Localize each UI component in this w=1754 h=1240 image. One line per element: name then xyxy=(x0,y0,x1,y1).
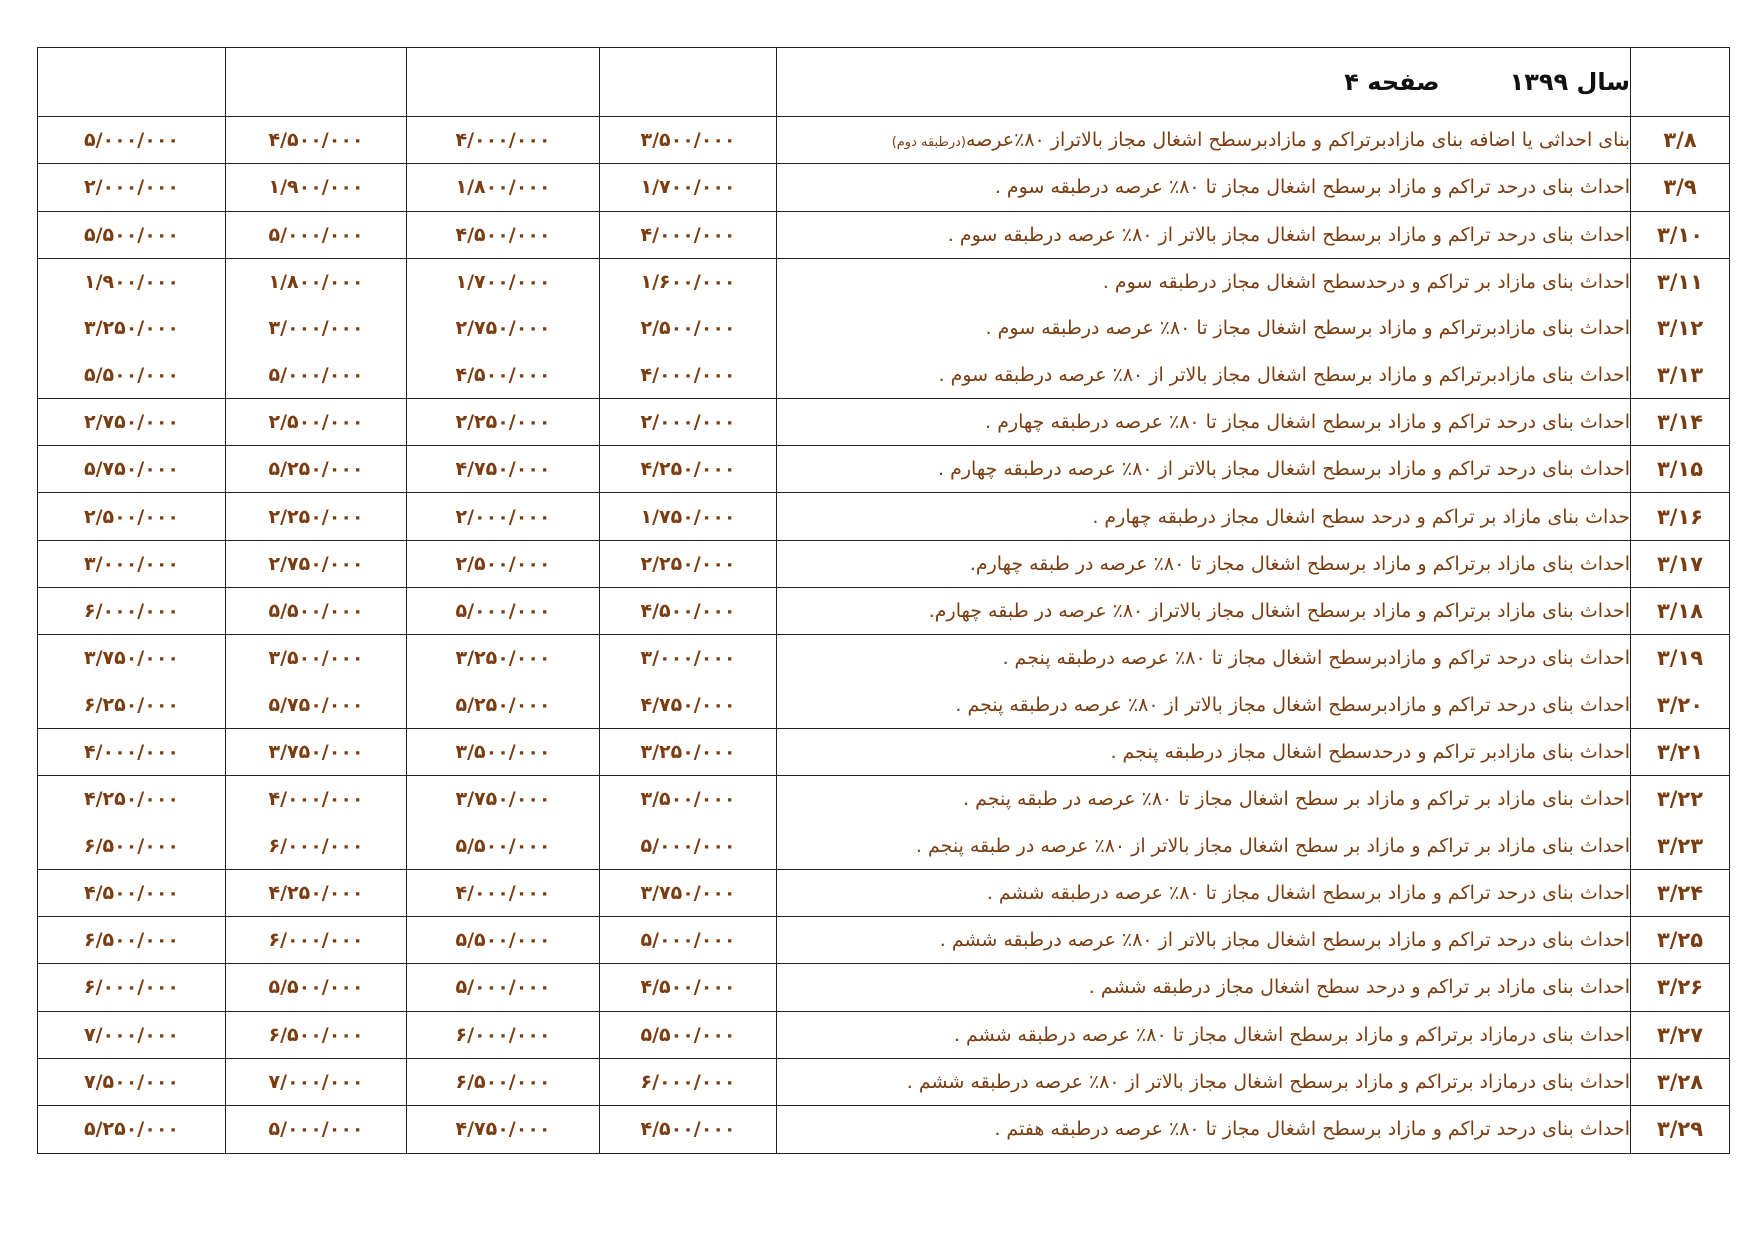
price-cell-col4: ۶/۰۰۰/۰۰۰ xyxy=(600,1058,777,1105)
table-row xyxy=(38,869,1730,916)
price-cell-col3: ۶/۰۰۰/۰۰۰ xyxy=(407,1011,600,1058)
table-row xyxy=(38,164,1730,211)
description-cell xyxy=(777,1058,1631,1105)
price-cell-col3: ۴/۷۵۰/۰۰۰ xyxy=(407,446,600,493)
header-cell-empty xyxy=(1631,48,1730,117)
price-cell-col1: ۵/۷۵۰/۰۰۰ xyxy=(38,446,226,493)
description-text: احداث بنای مازادبر تراکم و درحدسطح اشغال مجاز درطبقه پنجم . xyxy=(1110,741,1630,763)
table-row xyxy=(38,351,1730,398)
price-cell-col2: ۳/۷۵۰/۰۰۰ xyxy=(226,728,407,775)
price-cell-col4: ۲/۵۰۰/۰۰۰ xyxy=(600,305,777,351)
price-cell-col1: ۵/۵۰۰/۰۰۰ xyxy=(38,211,226,258)
price-cell-col1: ۴/۰۰۰/۰۰۰ xyxy=(38,728,226,775)
price-cell-col3: ۶/۵۰۰/۰۰۰ xyxy=(407,1058,600,1105)
table-row xyxy=(38,1011,1730,1058)
price-cell-col3: ۵/۵۰۰/۰۰۰ xyxy=(407,917,600,964)
price-cell-col2: ۴/۰۰۰/۰۰۰ xyxy=(226,776,407,823)
description-cell xyxy=(777,351,1631,398)
description-cell xyxy=(777,822,1631,869)
item-code-cell: ۳/۲۳ xyxy=(1631,822,1730,869)
price-cell-col2: ۳/۰۰۰/۰۰۰ xyxy=(226,305,407,351)
price-cell-col4: ۲/۲۵۰/۰۰۰ xyxy=(600,540,777,587)
header-cell-empty xyxy=(407,48,600,117)
price-cell-col4: ۴/۰۰۰/۰۰۰ xyxy=(600,211,777,258)
header-cell-empty xyxy=(38,48,226,117)
description-text: احداث بنای درحد تراکم و مازاد برسطح اشغال مجاز بالاتر از ۸۰٪ عرصه درطبقه ششم . xyxy=(939,929,1630,952)
description-text: حداث بنای مازاد بر تراکم و درحد سطح اشغال مجاز درطبقه چهارم . xyxy=(1092,505,1630,528)
description-cell xyxy=(777,635,1631,682)
description-text: احداث بنای درحد تراکم و مازاد برسطح اشغال مجاز بالاتر از ۸۰٪ عرصه درطبقه سوم . xyxy=(947,223,1630,246)
table-row xyxy=(38,117,1730,164)
price-cell-col4: ۳/۷۵۰/۰۰۰ xyxy=(600,869,777,916)
item-code-cell: ۳/۱۴ xyxy=(1631,398,1730,445)
price-cell-col2: ۱/۸۰۰/۰۰۰ xyxy=(226,258,407,305)
description-cell xyxy=(777,540,1631,587)
item-code-cell: ۳/۲۵ xyxy=(1631,917,1730,964)
item-code-cell: ۳/۲۱ xyxy=(1631,728,1730,775)
item-code-cell: ۳/۲۸ xyxy=(1631,1058,1730,1105)
price-cell-col2: ۲/۷۵۰/۰۰۰ xyxy=(226,540,407,587)
header-cell-empty xyxy=(226,48,407,117)
price-cell-col1: ۱/۹۰۰/۰۰۰ xyxy=(38,258,226,305)
price-cell-col3: ۳/۵۰۰/۰۰۰ xyxy=(407,728,600,775)
table-row xyxy=(38,1106,1730,1153)
price-cell-col1: ۳/۲۵۰/۰۰۰ xyxy=(38,305,226,351)
price-cell-col1: ۴/۵۰۰/۰۰۰ xyxy=(38,869,226,916)
header-cell-empty xyxy=(600,48,777,117)
description-text: بنای احداثی یا اضافه بنای مازادبرتراکم و مازادبرسطح اشغال مجاز بالاتراز ۸۰٪عرصه xyxy=(965,129,1630,152)
description-cell xyxy=(777,211,1631,258)
item-code-cell: ۳/۱۰ xyxy=(1631,211,1730,258)
price-cell-col4: ۲/۰۰۰/۰۰۰ xyxy=(600,398,777,445)
description-cell xyxy=(777,917,1631,964)
description-text: احداث بنای درحد تراکم و مازاد برسطح اشغال مجاز تا ۸۰٪ عرصه درطبقه سوم . xyxy=(994,176,1630,199)
table-row xyxy=(38,776,1730,823)
description-cell xyxy=(777,776,1631,823)
item-code-cell: ۳/۲۴ xyxy=(1631,869,1730,916)
price-cell-col3: ۳/۲۵۰/۰۰۰ xyxy=(407,635,600,682)
price-cell-col2: ۲/۲۵۰/۰۰۰ xyxy=(226,493,407,540)
price-cell-col2: ۷/۰۰۰/۰۰۰ xyxy=(226,1058,407,1105)
description-text: احداث بنای مازاد بر تراکم و مازاد بر سطح اشغال مجاز تا ۸۰٪ عرصه در طبقه پنجم . xyxy=(963,788,1630,811)
header-row xyxy=(38,48,1730,117)
price-cell-col2: ۶/۵۰۰/۰۰۰ xyxy=(226,1011,407,1058)
price-cell-col2: ۵/۰۰۰/۰۰۰ xyxy=(226,351,407,398)
description-cell xyxy=(777,964,1631,1011)
price-cell-col4: ۳/۰۰۰/۰۰۰ xyxy=(600,635,777,682)
description-cell xyxy=(777,258,1631,305)
price-cell-col2: ۳/۵۰۰/۰۰۰ xyxy=(226,635,407,682)
description-cell xyxy=(777,682,1631,729)
price-cell-col1: ۶/۵۰۰/۰۰۰ xyxy=(38,917,226,964)
price-cell-col4: ۳/۵۰۰/۰۰۰ xyxy=(600,776,777,823)
table-row xyxy=(38,446,1730,493)
table-row xyxy=(38,305,1730,351)
description-text: احداث بنای درحد تراکم و مازادبرسطح اشغال مجاز تا ۸۰٪ عرصه درطبقه پنجم . xyxy=(1002,647,1630,670)
item-code-cell: ۳/۲۰ xyxy=(1631,682,1730,729)
price-cell-col1: ۶/۲۵۰/۰۰۰ xyxy=(38,682,226,729)
description-cell xyxy=(777,1011,1631,1058)
price-cell-col1: ۲/۷۵۰/۰۰۰ xyxy=(38,398,226,445)
price-cell-col4: ۴/۵۰۰/۰۰۰ xyxy=(600,1106,777,1153)
price-cell-col3: ۲/۷۵۰/۰۰۰ xyxy=(407,305,600,351)
item-code-cell: ۳/۸ xyxy=(1631,117,1730,164)
table-row xyxy=(38,211,1730,258)
price-cell-col4: ۱/۷۰۰/۰۰۰ xyxy=(600,164,777,211)
table-row xyxy=(38,682,1730,729)
table-row xyxy=(38,587,1730,634)
item-code-cell: ۳/۲۹ xyxy=(1631,1106,1730,1153)
price-cell-col2: ۱/۹۰۰/۰۰۰ xyxy=(226,164,407,211)
description-text: احداث بنای درحد تراکم و مازاد برسطح اشغال مجاز تا ۸۰٪ عرصه درطبقه ششم . xyxy=(986,881,1630,904)
description-text: احداث بنای درحد تراکم و مازاد برسطح اشغال مجاز بالاتر از ۸۰٪ عرصه درطبقه چهارم . xyxy=(938,458,1630,481)
page-number-label: صفحه ۴ xyxy=(1344,68,1440,96)
description-text: احداث بنای مازاد بر تراکم و درحد سطح اشغال مجاز درطبقه ششم . xyxy=(1088,976,1630,999)
table-row xyxy=(38,1058,1730,1105)
price-cell-col1: ۶/۰۰۰/۰۰۰ xyxy=(38,587,226,634)
item-code-cell: ۳/۱۷ xyxy=(1631,540,1730,587)
description-cell xyxy=(777,398,1631,445)
description-text: احداث بنای درمازاد برتراکم و مازاد برسطح اشغال مجاز تا ۸۰٪ عرصه درطبقه ششم . xyxy=(953,1023,1630,1046)
price-cell-col1: ۲/۰۰۰/۰۰۰ xyxy=(38,164,226,211)
price-cell-col2: ۵/۷۵۰/۰۰۰ xyxy=(226,682,407,729)
price-cell-col1: ۷/۵۰۰/۰۰۰ xyxy=(38,1058,226,1105)
price-cell-col4: ۵/۰۰۰/۰۰۰ xyxy=(600,917,777,964)
price-cell-col3: ۳/۷۵۰/۰۰۰ xyxy=(407,776,600,823)
price-cell-col1: ۶/۵۰۰/۰۰۰ xyxy=(38,822,226,869)
item-code-cell: ۳/۱۲ xyxy=(1631,305,1730,351)
price-cell-col1: ۴/۲۵۰/۰۰۰ xyxy=(38,776,226,823)
price-cell-col1: ۶/۰۰۰/۰۰۰ xyxy=(38,964,226,1011)
price-cell-col3: ۲/۰۰۰/۰۰۰ xyxy=(407,493,600,540)
item-code-cell: ۳/۱۸ xyxy=(1631,587,1730,634)
description-text: احداث بنای درحد تراکم و مازادبرسطح اشغال مجاز بالاتر از ۸۰٪ عرصه درطبقه پنجم . xyxy=(955,693,1630,716)
price-cell-col3: ۴/۵۰۰/۰۰۰ xyxy=(407,351,600,398)
description-text: احداث بنای درحد تراکم و مازاد برسطح اشغال مجاز تا ۸۰٪ عرصه درطبقه هفتم . xyxy=(994,1118,1630,1141)
price-cell-col4: ۴/۵۰۰/۰۰۰ xyxy=(600,587,777,634)
price-cell-col2: ۵/۵۰۰/۰۰۰ xyxy=(226,964,407,1011)
description-cell xyxy=(777,493,1631,540)
description-cell xyxy=(777,164,1631,211)
price-cell-col3: ۵/۰۰۰/۰۰۰ xyxy=(407,587,600,634)
description-text: احداث بنای مازاد برتراکم و مازاد برسطح اشغال مجاز تا ۸۰٪ عرصه در طبقه چهارم. xyxy=(969,552,1630,575)
item-code-cell: ۳/۱۱ xyxy=(1631,258,1730,305)
price-cell-col4: ۱/۶۰۰/۰۰۰ xyxy=(600,258,777,305)
price-cell-col3: ۴/۰۰۰/۰۰۰ xyxy=(407,117,600,164)
table-row xyxy=(38,258,1730,305)
price-cell-col4: ۴/۰۰۰/۰۰۰ xyxy=(600,351,777,398)
description-cell xyxy=(777,728,1631,775)
price-cell-col1: ۷/۰۰۰/۰۰۰ xyxy=(38,1011,226,1058)
price-cell-col1: ۵/۵۰۰/۰۰۰ xyxy=(38,351,226,398)
price-cell-col2: ۶/۰۰۰/۰۰۰ xyxy=(226,917,407,964)
price-cell-col1: ۵/۲۵۰/۰۰۰ xyxy=(38,1106,226,1153)
price-cell-col2: ۴/۵۰۰/۰۰۰ xyxy=(226,117,407,164)
description-cell xyxy=(777,1106,1631,1153)
item-code-cell: ۳/۹ xyxy=(1631,164,1730,211)
description-cell xyxy=(777,869,1631,916)
table-row xyxy=(38,728,1730,775)
item-code-cell: ۳/۲۶ xyxy=(1631,964,1730,1011)
table-row xyxy=(38,964,1730,1011)
description-note: (درطبقه دوم) xyxy=(891,135,966,151)
price-cell-col3: ۲/۵۰۰/۰۰۰ xyxy=(407,540,600,587)
price-cell-col2: ۶/۰۰۰/۰۰۰ xyxy=(226,822,407,869)
price-cell-col1: ۳/۷۵۰/۰۰۰ xyxy=(38,635,226,682)
table-row xyxy=(38,917,1730,964)
price-cell-col2: ۵/۰۰۰/۰۰۰ xyxy=(226,211,407,258)
price-cell-col4: ۵/۵۰۰/۰۰۰ xyxy=(600,1011,777,1058)
item-code-cell: ۳/۲۷ xyxy=(1631,1011,1730,1058)
price-cell-col4: ۳/۲۵۰/۰۰۰ xyxy=(600,728,777,775)
price-cell-col3: ۲/۲۵۰/۰۰۰ xyxy=(407,398,600,445)
table-row xyxy=(38,398,1730,445)
description-text: احداث بنای مازادبرتراکم و مازاد برسطح اشغال مجاز بالاتر از ۸۰٪ عرصه درطبقه سوم . xyxy=(938,363,1630,386)
price-cell-col1: ۳/۰۰۰/۰۰۰ xyxy=(38,540,226,587)
price-cell-col4: ۴/۵۰۰/۰۰۰ xyxy=(600,964,777,1011)
year-label: سال ۱۳۹۹ xyxy=(1509,68,1630,96)
tariff-table xyxy=(37,47,1730,1154)
price-cell-col3: ۱/۸۰۰/۰۰۰ xyxy=(407,164,600,211)
price-cell-col2: ۴/۲۵۰/۰۰۰ xyxy=(226,869,407,916)
price-cell-col3: ۵/۰۰۰/۰۰۰ xyxy=(407,964,600,1011)
description-cell xyxy=(777,446,1631,493)
item-code-cell: ۳/۲۲ xyxy=(1631,776,1730,823)
price-cell-col2: ۵/۲۵۰/۰۰۰ xyxy=(226,446,407,493)
table-row xyxy=(38,540,1730,587)
table-row xyxy=(38,635,1730,682)
price-cell-col1: ۲/۵۰۰/۰۰۰ xyxy=(38,493,226,540)
description-text: احداث بنای مازادبرتراکم و مازاد برسطح اشغال مجاز تا ۸۰٪ عرصه درطبقه سوم . xyxy=(985,317,1630,340)
price-cell-col3: ۴/۰۰۰/۰۰۰ xyxy=(407,869,600,916)
price-cell-col3: ۴/۷۵۰/۰۰۰ xyxy=(407,1106,600,1153)
price-cell-col4: ۴/۲۵۰/۰۰۰ xyxy=(600,446,777,493)
item-code-cell: ۳/۱۶ xyxy=(1631,493,1730,540)
price-cell-col4: ۴/۷۵۰/۰۰۰ xyxy=(600,682,777,729)
description-cell xyxy=(777,587,1631,634)
description-cell xyxy=(777,117,1631,164)
price-cell-col2: ۵/۰۰۰/۰۰۰ xyxy=(226,1106,407,1153)
description-cell xyxy=(777,305,1631,351)
price-cell-col4: ۵/۰۰۰/۰۰۰ xyxy=(600,822,777,869)
description-text: احداث بنای مازاد بر تراکم و درحدسطح اشغال مجاز درطبقه سوم . xyxy=(1102,271,1630,294)
table-row xyxy=(38,822,1730,869)
description-text: احداث بنای مازاد بر تراکم و مازاد بر سطح اشغال مجاز بالاتر از ۸۰٪ عرصه در طبقه پنجم . xyxy=(915,834,1630,857)
price-cell-col3: ۵/۲۵۰/۰۰۰ xyxy=(407,682,600,729)
price-cell-col1: ۵/۰۰۰/۰۰۰ xyxy=(38,117,226,164)
description-text: احداث بنای درحد تراکم و مازاد برسطح اشغال مجاز تا ۸۰٪ عرصه درطبقه چهارم . xyxy=(985,410,1630,433)
price-cell-col3: ۴/۵۰۰/۰۰۰ xyxy=(407,211,600,258)
price-cell-col3: ۵/۵۰۰/۰۰۰ xyxy=(407,822,600,869)
price-cell-col3: ۱/۷۰۰/۰۰۰ xyxy=(407,258,600,305)
price-cell-col4: ۱/۷۵۰/۰۰۰ xyxy=(600,493,777,540)
page-title-cell xyxy=(777,48,1631,117)
price-cell-col2: ۵/۵۰۰/۰۰۰ xyxy=(226,587,407,634)
price-cell-col2: ۲/۵۰۰/۰۰۰ xyxy=(226,398,407,445)
description-text: احداث بنای درمازاد برتراکم و مازاد برسطح اشغال مجاز بالاتر از ۸۰٪ عرصه درطبقه ششم . xyxy=(906,1071,1630,1094)
tariff-table-body xyxy=(38,48,1730,1154)
price-cell-col4: ۳/۵۰۰/۰۰۰ xyxy=(600,117,777,164)
table-row xyxy=(38,493,1730,540)
item-code-cell: ۳/۱۵ xyxy=(1631,446,1730,493)
item-code-cell: ۳/۱۳ xyxy=(1631,351,1730,398)
item-code-cell: ۳/۱۹ xyxy=(1631,635,1730,682)
description-text: احداث بنای مازاد برتراکم و مازاد برسطح اشغال مجاز بالاتراز ۸۰٪ عرصه در طبقه چهارم. xyxy=(928,600,1630,623)
